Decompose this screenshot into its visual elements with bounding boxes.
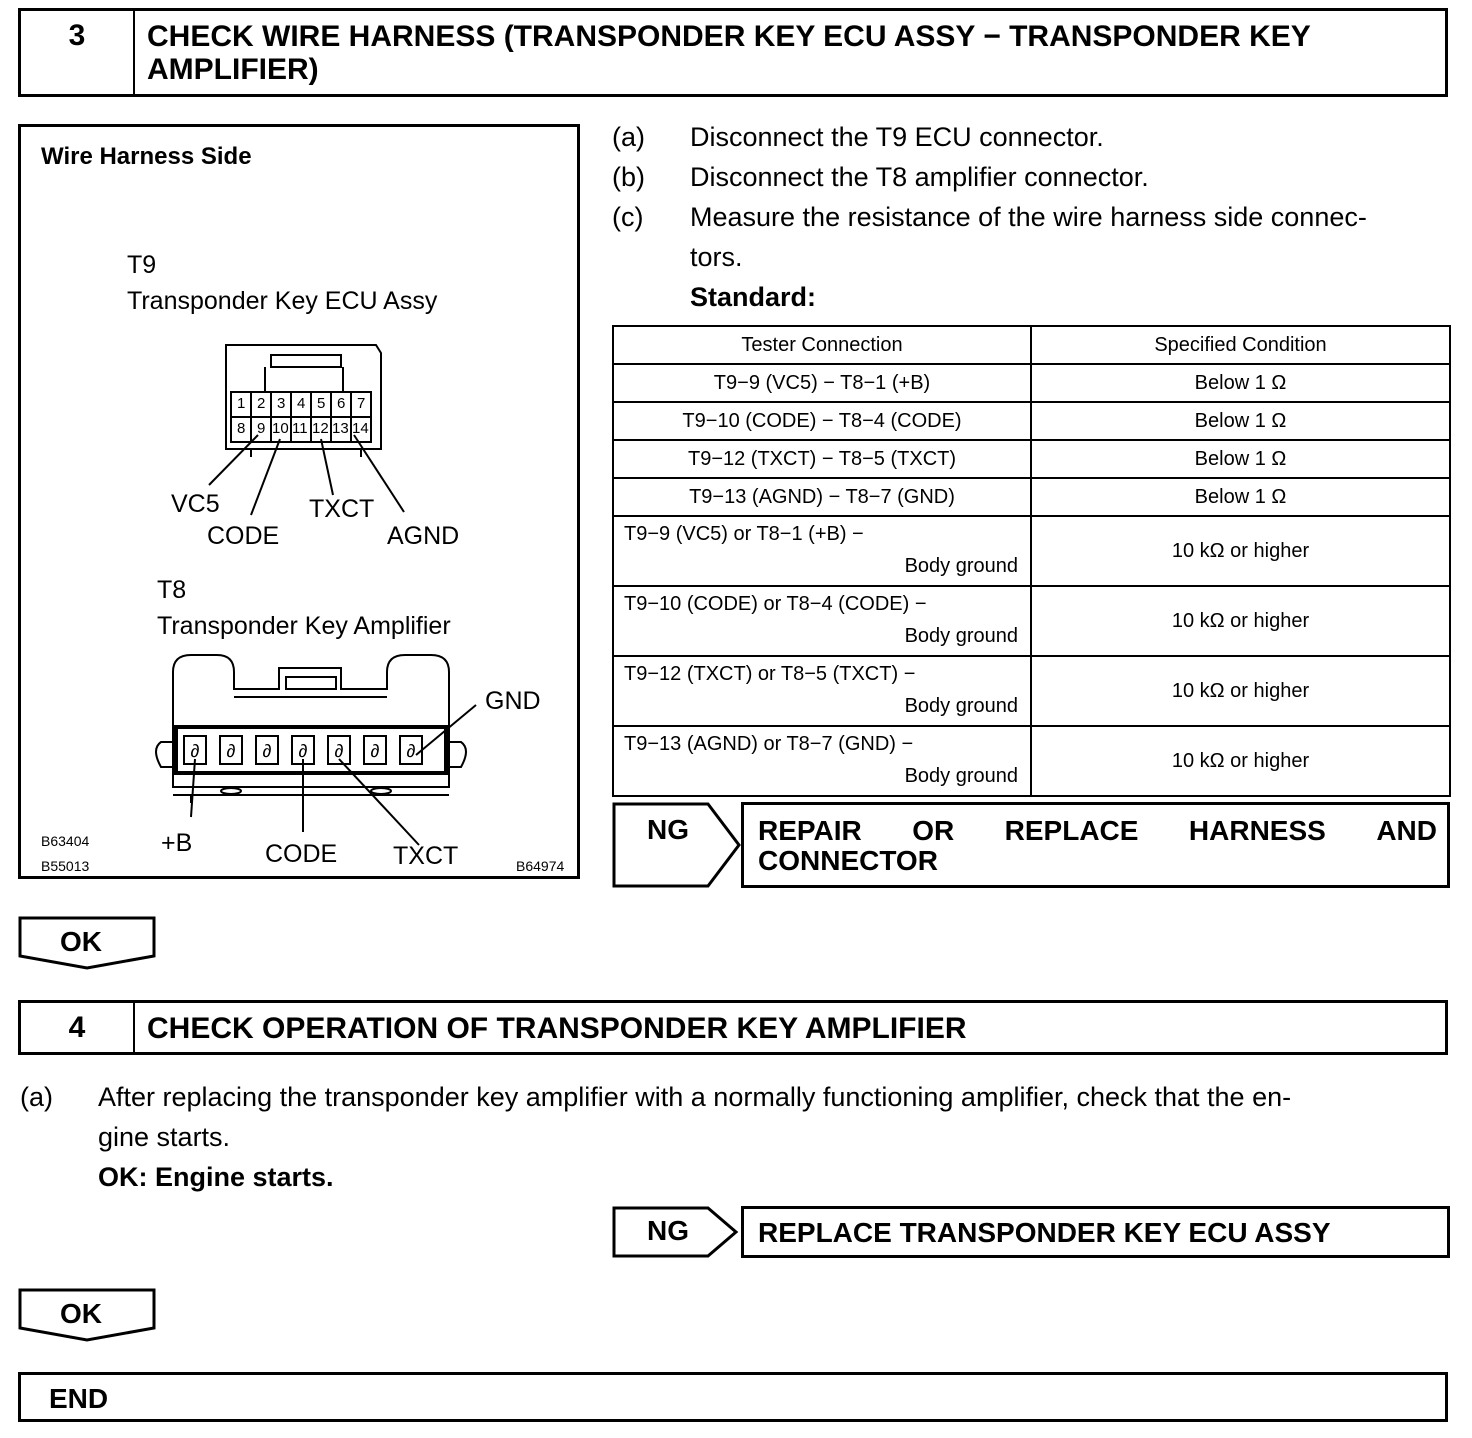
ng-action-word: AND <box>1376 815 1437 846</box>
table-row <box>613 516 1450 586</box>
tester-connection: T9−10 (CODE) − T8−4 (CODE) <box>613 402 1031 440</box>
instruction-c-continued: tors. <box>690 242 743 272</box>
t9-pin: 14 <box>352 420 369 437</box>
step-number: 3 <box>21 11 135 94</box>
table-header: Specified Condition <box>1031 326 1450 364</box>
svg-text:∂: ∂ <box>406 741 416 761</box>
step-3-header <box>18 8 1448 97</box>
ng-label: NG <box>647 814 689 845</box>
figure-code: B64974 <box>516 858 565 874</box>
tester-connection <box>613 656 1031 726</box>
specified-condition: Below 1 Ω <box>1031 478 1450 516</box>
t9-pin: 10 <box>272 420 289 437</box>
instruction-marker: (a) <box>20 1082 53 1112</box>
connector-diagram <box>21 127 577 876</box>
wire-harness-figure <box>18 124 580 879</box>
t9-signal-txct: TXCT <box>309 495 375 523</box>
t9-pin: 9 <box>257 420 266 437</box>
ng-action-box <box>741 1206 1450 1258</box>
t9-pin: 7 <box>357 395 366 412</box>
t9-signal-vc5: VC5 <box>171 490 220 518</box>
figure-code: B55013 <box>41 858 90 874</box>
connection-line-1: T9−9 (VC5) or T8−1 (+B) − <box>624 523 864 545</box>
specified-condition: 10 kΩ or higher <box>1031 586 1450 656</box>
t8-name: Transponder Key Amplifier <box>157 612 451 640</box>
instruction-marker: (c) <box>612 202 644 232</box>
specified-condition: 10 kΩ or higher <box>1031 656 1450 726</box>
end-box <box>18 1372 1448 1422</box>
tester-connection <box>613 726 1031 796</box>
t9-pin: 1 <box>237 395 246 412</box>
figure-code: B63404 <box>41 833 90 849</box>
connection-line-2: Body ground <box>904 765 1019 787</box>
t9-pin: 12 <box>312 420 329 437</box>
svg-text:∂: ∂ <box>262 741 272 761</box>
table-row <box>613 364 1450 402</box>
t9-signal-code: CODE <box>207 522 280 550</box>
tester-connection: T9−13 (AGND) − T8−7 (GND) <box>613 478 1031 516</box>
instruction-text: Disconnect the T8 amplifier connector. <box>690 162 1149 192</box>
step-title: CHECK OPERATION OF TRANSPONDER KEY AMPLIFIER <box>147 1012 967 1045</box>
table-row <box>613 586 1450 656</box>
table-row <box>613 656 1450 726</box>
instruction-marker: (a) <box>612 122 645 152</box>
specified-condition: 10 kΩ or higher <box>1031 726 1450 796</box>
ok-label: OK <box>60 926 102 957</box>
t9-pin: 4 <box>297 395 306 412</box>
ng-action-word: HARNESS <box>1188 815 1326 846</box>
standard-label: Standard: <box>690 282 817 312</box>
tester-connection: T9−9 (VC5) − T8−1 (+B) <box>613 364 1031 402</box>
connection-line-1: T9−10 (CODE) or T8−4 (CODE) − <box>624 593 927 615</box>
specified-condition: 10 kΩ or higher <box>1031 516 1450 586</box>
t9-label: T9 <box>127 251 157 279</box>
t9-pin: 13 <box>332 420 349 437</box>
t9-pin: 11 <box>292 420 308 437</box>
end-label: END <box>49 1383 109 1414</box>
instruction-text: Measure the resistance of the wire harness side connec- <box>690 202 1367 232</box>
table-row <box>613 478 1450 516</box>
spec-table <box>612 325 1451 797</box>
ok-label: OK <box>60 1298 102 1329</box>
instruction-text: Disconnect the T9 ECU connector. <box>690 122 1104 152</box>
ng-action-line-2: CONNECTOR <box>758 845 938 876</box>
t8-signal-txct: TXCT <box>393 842 459 870</box>
instruction-marker: (b) <box>612 162 645 192</box>
connection-line-2: Body ground <box>904 625 1019 647</box>
step4-instruction-continued: gine starts. <box>98 1122 231 1152</box>
figure-heading: Wire Harness Side <box>41 143 252 170</box>
step-4-header <box>18 1000 1448 1055</box>
ng-label: NG <box>647 1215 689 1246</box>
ok-result: OK: Engine starts. <box>98 1162 334 1192</box>
ng-action: REPLACE TRANSPONDER KEY ECU ASSY <box>758 1217 1331 1248</box>
t8-label: T8 <box>157 576 187 604</box>
connection-line-2: Body ground <box>904 695 1019 717</box>
tester-connection <box>613 516 1031 586</box>
t9-signal-agnd: AGND <box>387 522 460 550</box>
ng-action-word: OR <box>912 815 955 846</box>
ng-action-box <box>741 802 1450 888</box>
table-header: Tester Connection <box>613 326 1031 364</box>
specified-condition: Below 1 Ω <box>1031 440 1450 478</box>
ng-action-line-1 <box>758 815 1437 847</box>
t9-pin: 8 <box>237 420 246 437</box>
tester-connection: T9−12 (TXCT) − T8−5 (TXCT) <box>613 440 1031 478</box>
svg-text:∂: ∂ <box>334 741 344 761</box>
svg-text:∂: ∂ <box>190 741 200 761</box>
svg-text:∂: ∂ <box>370 741 380 761</box>
connection-line-1: T9−12 (TXCT) or T8−5 (TXCT) − <box>624 663 916 685</box>
ng-action-word: REPLACE <box>1004 815 1139 846</box>
step-number: 4 <box>21 1003 135 1052</box>
step-title: CHECK WIRE HARNESS (TRANSPONDER KEY ECU ASSY − TRANSPONDER KEY AMPLIFIER) <box>147 20 1311 86</box>
connection-line-1: T9−13 (AGND) or T8−7 (GND) − <box>624 733 914 755</box>
t9-pin: 3 <box>277 395 286 412</box>
t9-pin: 6 <box>337 395 346 412</box>
specified-condition: Below 1 Ω <box>1031 402 1450 440</box>
ng-action-word: REPAIR <box>758 815 862 846</box>
tester-connection <box>613 586 1031 656</box>
t9-pin: 2 <box>257 395 266 412</box>
t9-name: Transponder Key ECU Assy <box>127 287 438 315</box>
table-row <box>613 440 1450 478</box>
t8-signal-gnd: GND <box>485 687 541 715</box>
instruction-text: After replacing the transponder key amplifier with a normally functioning amplifier, check that the en- <box>98 1082 1292 1112</box>
svg-text:∂: ∂ <box>226 741 236 761</box>
connection-line-2: Body ground <box>904 555 1019 577</box>
svg-text:∂: ∂ <box>298 741 308 761</box>
t8-signal-b: +B <box>161 829 193 857</box>
t9-pin: 5 <box>317 395 326 412</box>
table-row <box>613 726 1450 796</box>
table-row <box>613 402 1450 440</box>
specified-condition: Below 1 Ω <box>1031 364 1450 402</box>
t8-signal-code: CODE <box>265 840 338 868</box>
